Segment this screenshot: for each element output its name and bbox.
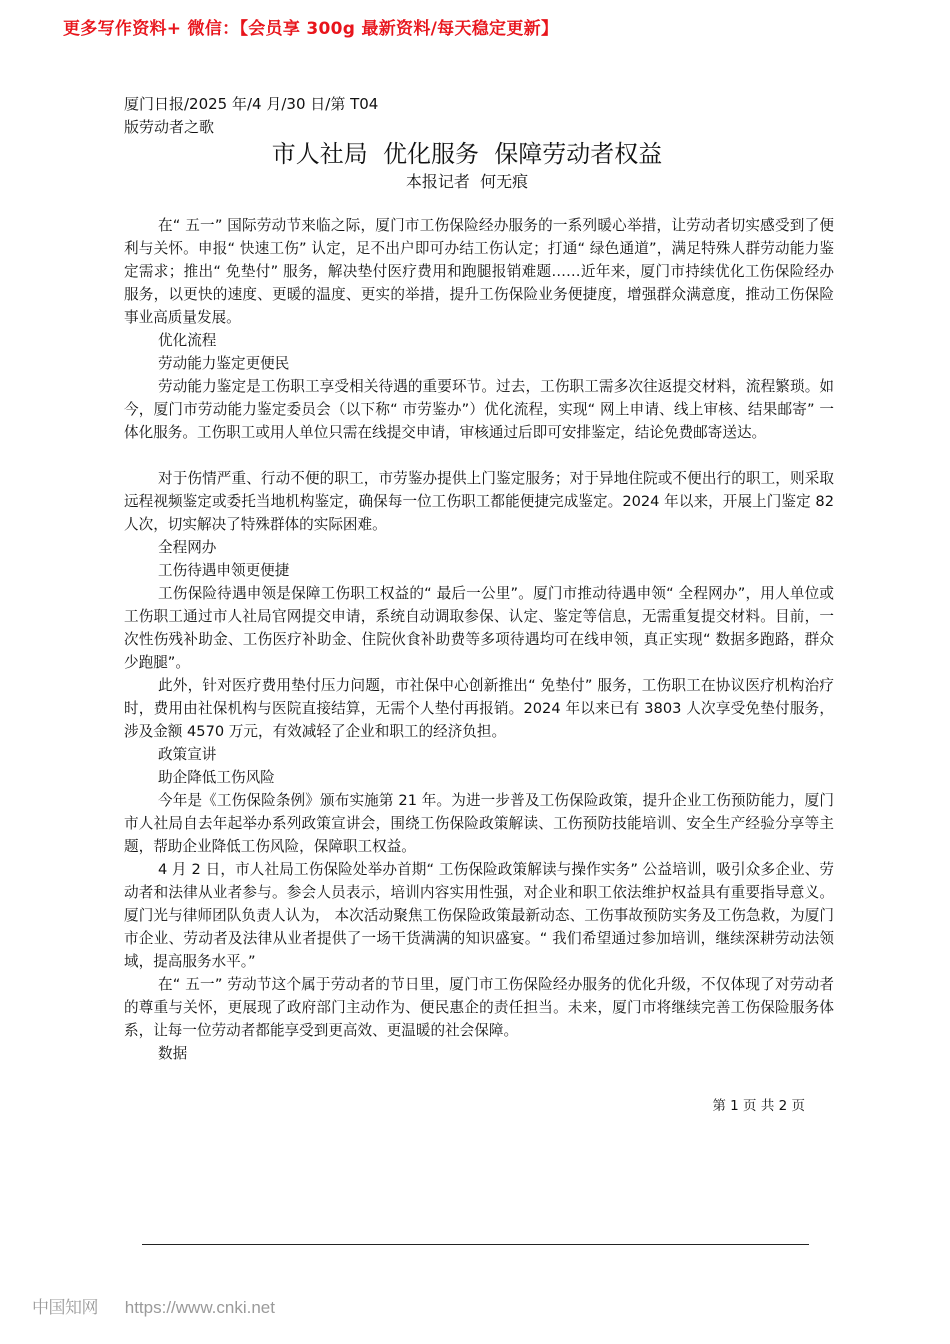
section-subheading: 劳动能力鉴定更便民 [158, 355, 290, 372]
source-line: 厦门日报/2025 年/4 月/30 日/第 T04 [124, 95, 379, 113]
paragraph: 工伤保险待遇申领是保障工伤职工权益的“ 最后一公里”。厦门市推动待遇申领“ 全程网办”，用人单位或工伤职工通过市人社局官网提交申请，系统自动调取参保、认定、鉴定等信息，无需重复提交材料。目前，一次性伤残补助金、工伤医疗补助金、住院伙食补助费等多项待遇均可在线申领，真正实现“ 数据多跑路，群众少跑腿”。 [124, 585, 834, 671]
paragraph: 劳动能力鉴定是工伤职工享受相关待遇的重要环节。过去，工伤职工需多次往返提交材料，流程繁琐。如今，厦门市劳动能力鉴定委员会（以下称“ 市劳鉴办”）优化流程，实现“ 网上申请、线上审核、结果邮寄” 一体化服务。工伤职工或用人单位只需在线提交申请，审核通过后即可安排鉴定，结论免费邮寄送达。 [124, 378, 834, 441]
paragraph: 在“ 五一” 国际劳动节来临之际，厦门市工伤保险经办服务的一系列暖心举措，让劳动者切实感受到了便利与关怀。申报“ 快速工伤” 认定，足不出户即可办结工伤认定；打通“ 绿色通道”，满足特殊人群劳动能力鉴定需求；推出“ 免垫付” 服务，解决垫付医疗费用和跑腿报销难题……近年来，厦门市持续优化工伤保险经办服务，以更快的速度、更暖的温度、更实的举措，提升工伤保险业务便捷度，增强群众满意度，推动工伤保险事业高质量发展。 [124, 217, 834, 326]
cnki-logo: 中国知网 [32, 1298, 98, 1317]
paragraph: 此外，针对医疗费用垫付压力问题，市社保中心创新推出“ 免垫付” 服务，工伤职工在协议医疗机构治疗时，费用由社保机构与医院直接结算，无需个人垫付再报销。2024 年以来已有 3803 人次享受免垫付服务，涉及金额 4570 万元，有效减轻了企业和职工的经济负担。 [124, 677, 834, 740]
article-byline: 本报记者 何无痕 [405, 172, 529, 191]
paragraph: 今年是《工伤保险条例》颁布实施第 21 年。为进一步普及工伤保险政策，提升企业工伤预防能力，厦门市人社局自去年起举办系列政策宣讲会，围绕工伤保险政策解读、工伤预防技能培训、安全生产经验分享等主题，帮助企业降低工伤风险，保障职工权益。 [124, 792, 834, 855]
promo-banner: 更多写作资料+ 微信：【会员享 300g 最新资料/每天稳定更新】 [63, 19, 559, 39]
source-section: 版劳动者之歌 [124, 118, 215, 136]
paragraph: 对于伤情严重、行动不便的职工，市劳鉴办提供上门鉴定服务；对于异地住院或不便出行的职工，则采取远程视频鉴定或委托当地机构鉴定，确保每一位工伤职工都能便捷完成鉴定。2024 年以来，开展上门鉴定 82 人次，切实解决了特殊群体的实际困难。 [124, 470, 834, 533]
footer-divider [142, 1244, 809, 1245]
section-subheading: 助企降低工伤风险 [158, 769, 275, 786]
section-heading: 全程网办 [158, 539, 217, 556]
section-heading: 政策宣讲 [158, 746, 217, 763]
article-body [124, 214, 834, 1065]
page-number: 第 1 页 共 2 页 [712, 1098, 805, 1114]
paragraph: 在“ 五一” 劳动节这个属于劳动者的节日里，厦门市工伤保险经办服务的优化升级，不仅体现了对劳动者的尊重与关怀，更展现了政府部门主动作为、便民惠企的责任担当。未来，厦门市将继续完善工伤保险服务体系，让每一位劳动者都能享受到更高效、更温暖的社会保障。 [124, 976, 834, 1039]
article-title: 市人社局 优化服务 保障劳动者权益 [271, 140, 663, 168]
section-heading: 优化流程 [158, 332, 217, 349]
section-heading: 数据 [158, 1045, 188, 1062]
paragraph: 4 月 2 日，市人社局工伤保险处举办首期“ 工伤保险政策解读与操作实务” 公益培训，吸引众多企业、劳动者和法律从业者参与。参会人员表示，培训内容实用性强，对企业和职工依法维护权益具有重要指导意义。 厦门光与律师团队负责人认为， 本次活动聚焦工伤保险政策最新动态、工伤事故预防实务及工伤急救，为厦门市企业、劳动者及法律从业者提供了一场干货满满的知识盛宴。“ 我们希望通过参加培训，继续深耕劳动法领域，提高服务水平。” [124, 861, 834, 970]
footer-watermark [32, 1293, 275, 1318]
cnki-url: https://www.cnki.net [124, 1298, 275, 1317]
section-subheading: 工伤待遇申领更便捷 [158, 562, 290, 579]
